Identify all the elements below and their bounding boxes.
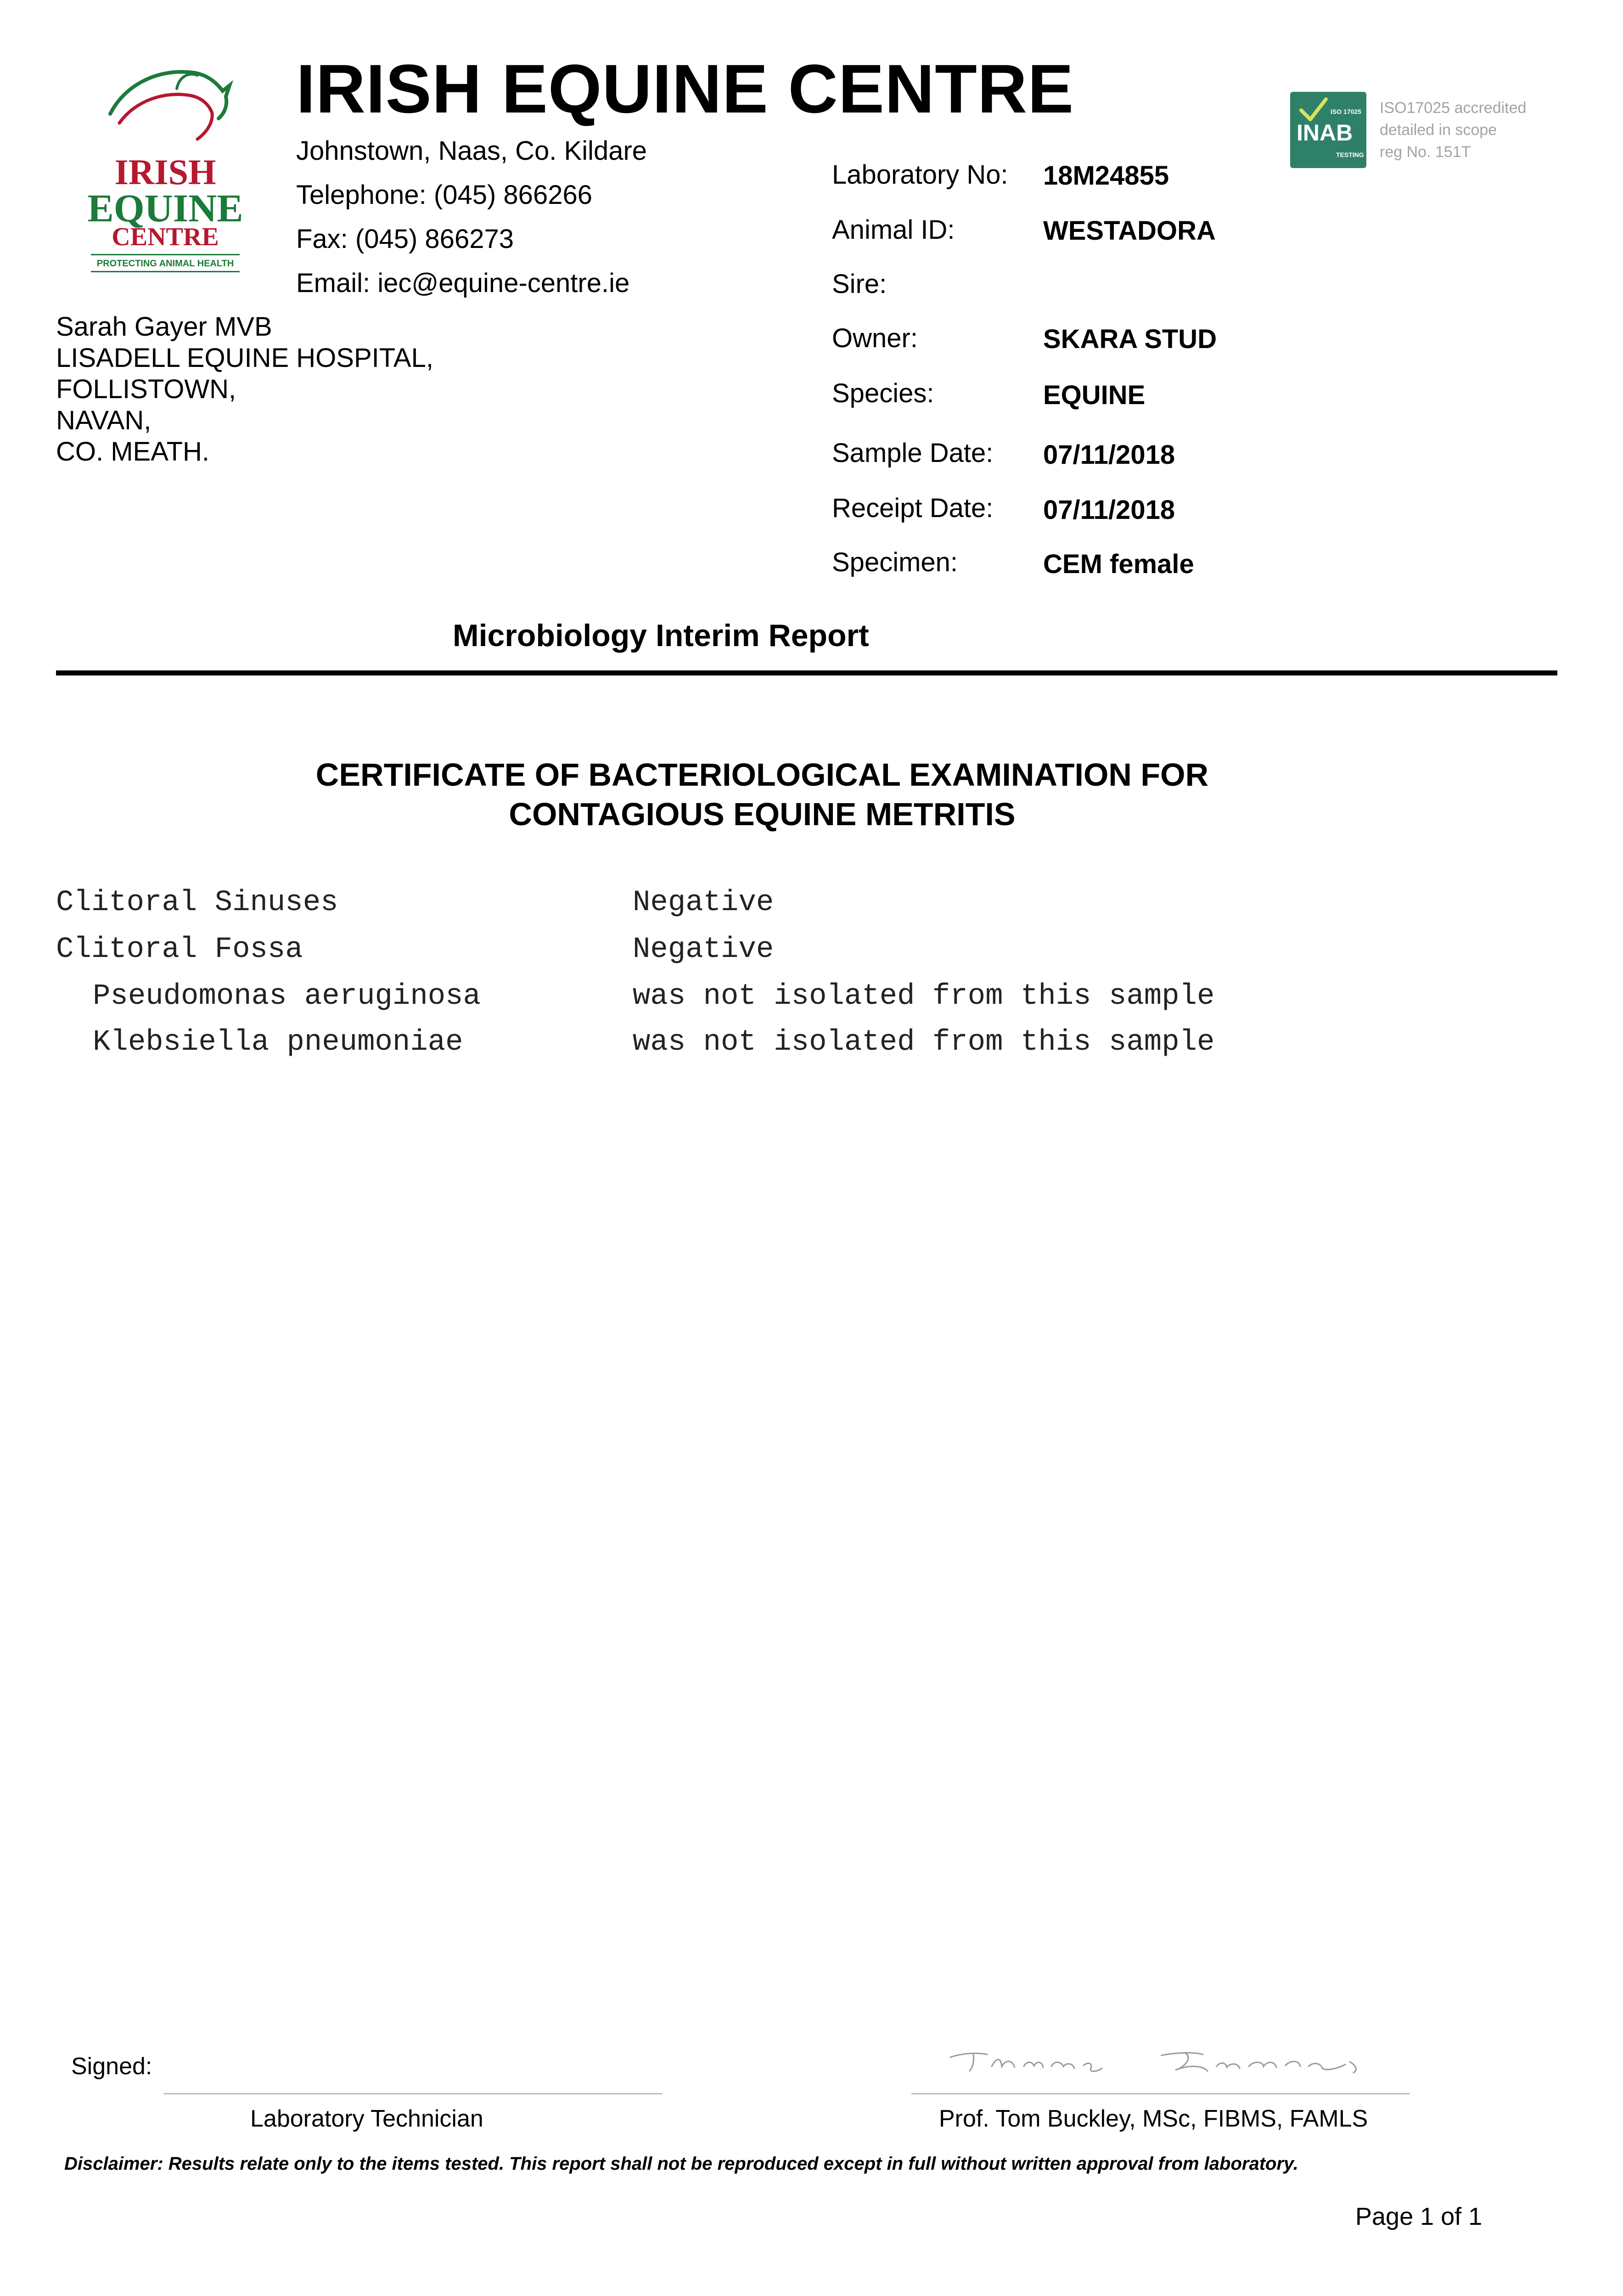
receipt-date-value: 07/11/2018 — [1043, 495, 1175, 525]
iso-line-2: detailed in scope — [1380, 121, 1497, 139]
species-value: EQUINE — [1043, 380, 1146, 410]
technician-signature-line — [163, 2093, 662, 2094]
header-divider — [56, 670, 1557, 675]
org-email: Email: iec@equine-centre.ie — [296, 268, 630, 298]
specimen-label: Specimen: — [832, 547, 958, 577]
result-name-pseudomonas: Pseudomonas aeruginosa — [93, 980, 481, 1013]
lab-no-label: Laboratory No: — [832, 160, 1008, 190]
inab-accreditation-badge — [1290, 92, 1366, 168]
checkmark-icon — [1297, 96, 1330, 124]
certificate-title-line-1: CERTIFICATE OF BACTERIOLOGICAL EXAMINATION FOR — [315, 757, 1209, 793]
badge-iso: ISO 17025 — [1331, 108, 1361, 115]
page-number: Page 1 of 1 — [1355, 2203, 1483, 2230]
report-title: Microbiology Interim Report — [453, 618, 869, 653]
sample-date-value: 07/11/2018 — [1043, 440, 1175, 470]
lab-no-value: 18M24855 — [1043, 161, 1169, 191]
certificate-title-line-2: CONTAGIOUS EQUINE METRITIS — [509, 796, 1016, 832]
signed-label: Signed: — [71, 2053, 152, 2080]
disclaimer: Disclaimer: Results relate only to the items tested. This report shall not be reproduced except in full without written approval from laboratory. — [64, 2154, 1298, 2174]
org-fax: Fax: (045) 866273 — [296, 224, 514, 254]
sire-label: Sire: — [832, 269, 887, 299]
result-name-clitoral-fossa: Clitoral Fossa — [56, 933, 303, 966]
animal-id-label: Animal ID: — [832, 215, 955, 245]
recipient-name: Sarah Gayer MVB — [56, 312, 272, 342]
receipt-date-label: Receipt Date: — [832, 493, 994, 523]
recipient-line: LISADELL EQUINE HOSPITAL, — [56, 343, 433, 373]
logo-text-equine: EQUINE — [87, 186, 243, 230]
signature-image — [946, 2039, 1373, 2080]
horse-logo-icon — [92, 59, 239, 151]
result-value-clitoral-sinuses: Negative — [633, 886, 774, 919]
owner-value: SKARA STUD — [1043, 324, 1217, 354]
recipient-line: NAVAN, — [56, 405, 152, 435]
animal-id-value: WESTADORA — [1043, 216, 1216, 246]
owner-label: Owner: — [832, 323, 918, 353]
iso-line-1: ISO17025 accredited — [1380, 99, 1527, 117]
signatory-signature-line — [911, 2093, 1410, 2094]
result-name-clitoral-sinuses: Clitoral Sinuses — [56, 886, 338, 919]
company-logo — [83, 59, 248, 275]
logo-text-irish: IRISH — [114, 152, 216, 192]
org-telephone: Telephone: (045) 866266 — [296, 180, 592, 210]
species-label: Species: — [832, 378, 934, 408]
specimen-value: CEM female — [1043, 549, 1194, 579]
recipient-line: CO. MEATH. — [56, 437, 210, 467]
result-name-klebsiella: Klebsiella pneumoniae — [93, 1026, 463, 1059]
result-value-klebsiella: was not isolated from this sample — [633, 1026, 1215, 1059]
technician-label: Laboratory Technician — [250, 2105, 483, 2132]
organization-title: IRISH EQUINE CENTRE — [296, 50, 1074, 127]
result-value-clitoral-fossa: Negative — [633, 933, 774, 966]
signatory-name: Prof. Tom Buckley, MSc, FIBMS, FAMLS — [939, 2105, 1368, 2132]
logo-text-centre: CENTRE — [112, 223, 219, 251]
result-value-pseudomonas: was not isolated from this sample — [633, 980, 1215, 1013]
iso-line-3: reg No. 151T — [1380, 143, 1471, 161]
org-address: Johnstown, Naas, Co. Kildare — [296, 136, 647, 166]
badge-text: INAB — [1297, 120, 1353, 146]
sample-date-label: Sample Date: — [832, 438, 994, 468]
logo-tagline: PROTECTING ANIMAL HEALTH — [96, 259, 234, 269]
badge-sub: TESTING — [1336, 151, 1364, 158]
recipient-line: FOLLISTOWN, — [56, 374, 236, 404]
